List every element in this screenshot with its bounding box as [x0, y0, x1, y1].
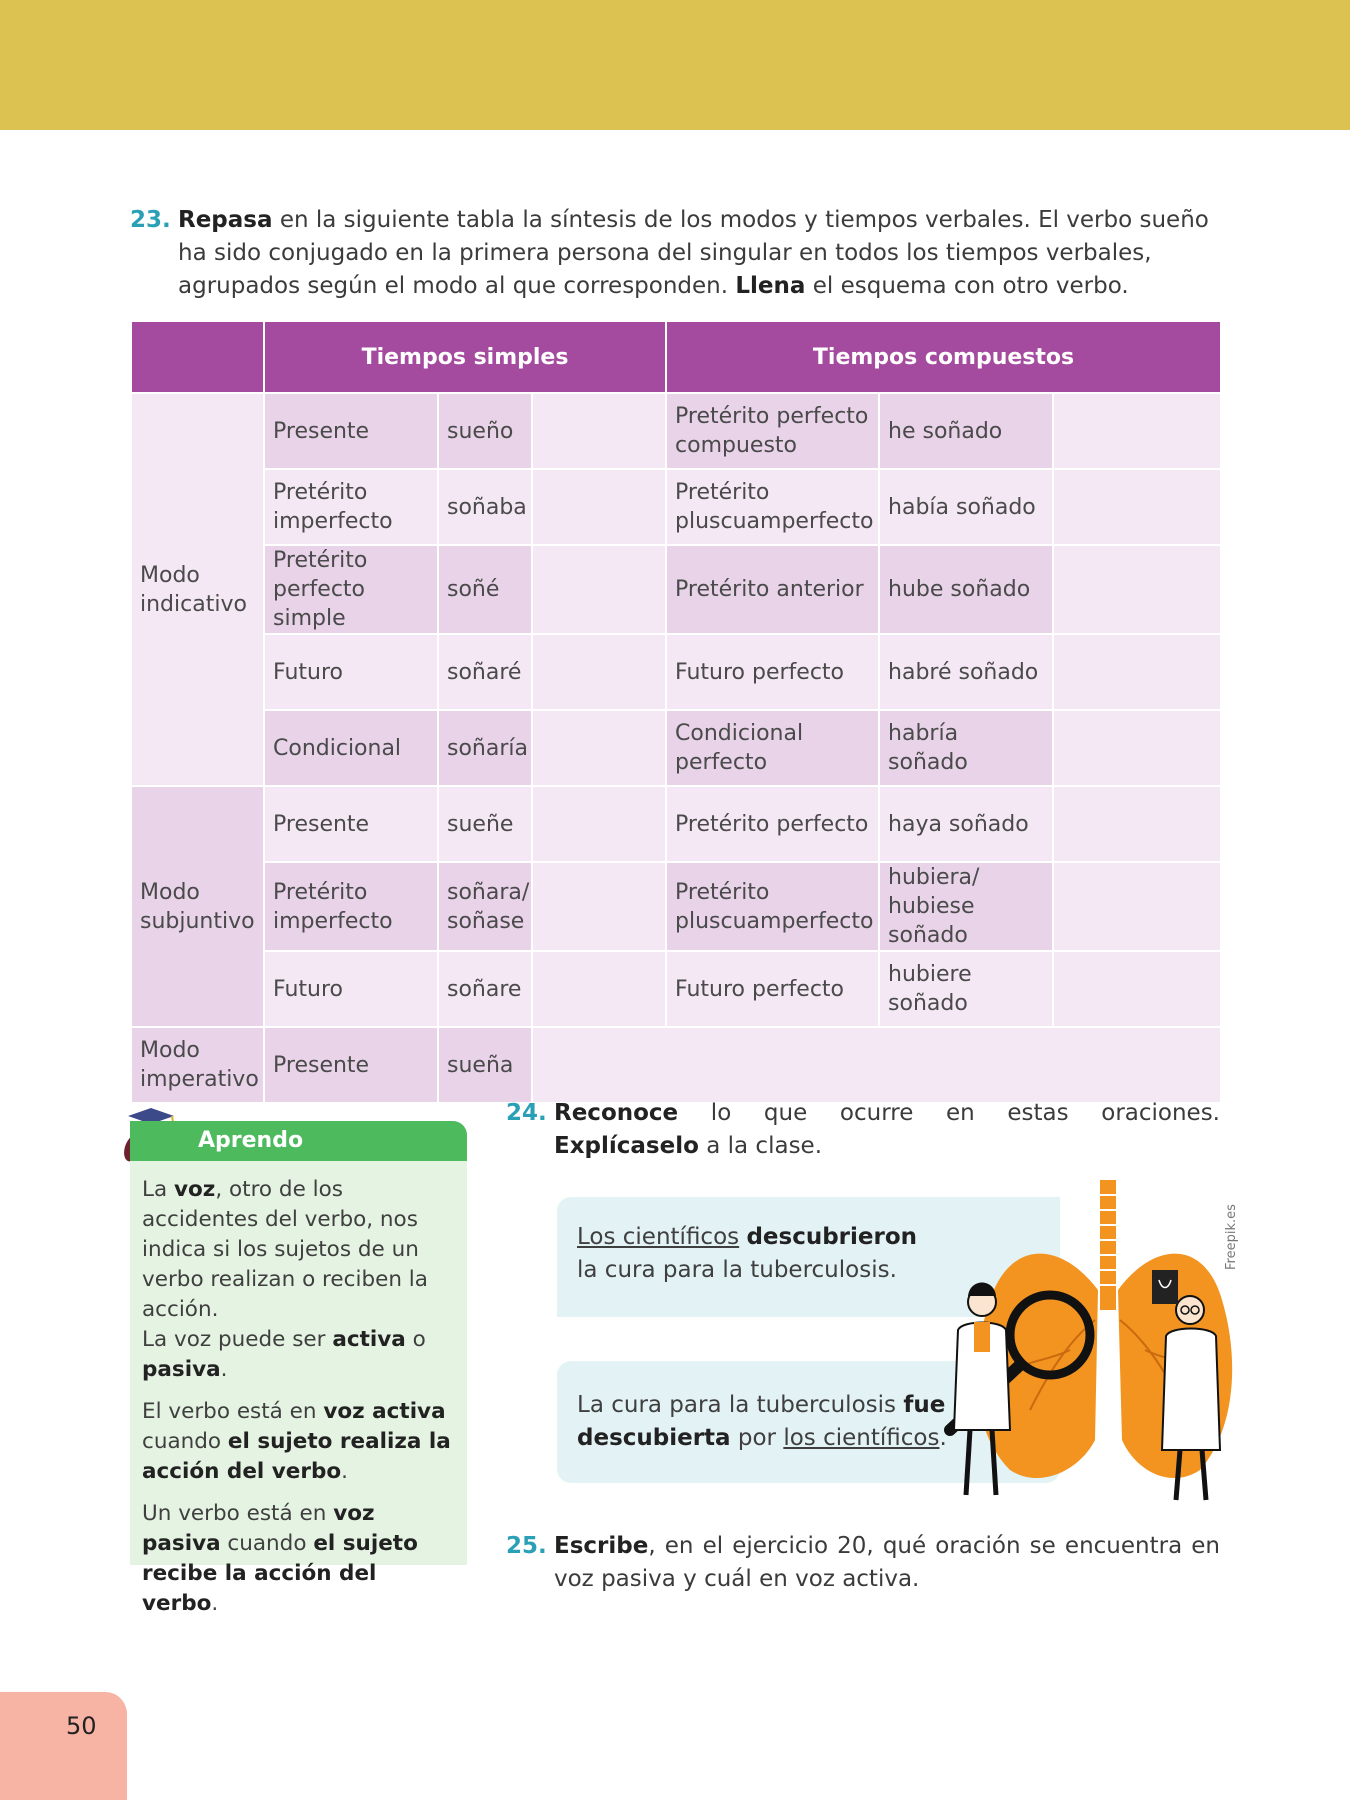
compound-tense: Pretérito perfecto	[667, 787, 878, 861]
compound-tense: Pretérito pluscuamperfecto	[667, 470, 878, 544]
blank-cell[interactable]	[1054, 863, 1220, 950]
aprendo-paragraph: El verbo está en voz activa cuando el sujeto realiza la acción del verbo.	[142, 1399, 451, 1484]
table-header-row	[132, 322, 1220, 392]
simple-tense: Futuro	[265, 952, 437, 1026]
aprendo-title: Aprendo	[130, 1121, 467, 1161]
simple-tense: Presente	[265, 1028, 437, 1102]
simple-tense: Pretérito imperfecto	[265, 470, 437, 544]
blank-cell[interactable]	[533, 394, 665, 468]
exercise-text: Escribe, en el ejercicio 20, qué oración se encuentra en voz pasiva y cuál en voz activa.	[554, 1533, 1220, 1592]
blank-cell[interactable]	[1054, 470, 1220, 544]
blank-cell[interactable]	[1054, 394, 1220, 468]
simple-form: sueña	[439, 1028, 531, 1102]
header-compound-tenses: Tiempos compuestos	[667, 322, 1220, 392]
simple-form: soñaría	[439, 711, 531, 785]
exercise-23	[130, 204, 1220, 303]
table-row	[132, 863, 1220, 950]
aprendo-paragraph: La voz, otro de los accidentes del verbo, nos indica si los sujetos de un verbo realizan o reciben la acción. La voz puede ser activa o pasiva.	[142, 1177, 428, 1382]
scientists-lungs-illustration	[930, 1170, 1250, 1510]
compound-form: hubiere soñado	[880, 952, 1052, 1026]
compound-form: he soñado	[880, 394, 1052, 468]
compound-tense: Futuro perfecto	[667, 635, 878, 709]
simple-form: soñé	[439, 546, 531, 633]
table-row	[132, 635, 1220, 709]
corner-header	[132, 322, 263, 392]
header-simple-tenses: Tiempos simples	[265, 322, 665, 392]
simple-form: soñare	[439, 952, 531, 1026]
blank-cell[interactable]	[533, 546, 665, 633]
exercise-number: 23.	[130, 207, 171, 233]
simple-form: sueñe	[439, 787, 531, 861]
simple-tense: Presente	[265, 787, 437, 861]
compound-form: hubiera/ hubiese soñado	[880, 863, 1052, 950]
blank-cell[interactable]	[1054, 635, 1220, 709]
exercise-25	[506, 1530, 1220, 1596]
exercise-number: 24.	[506, 1100, 547, 1126]
aprendo-body	[130, 1161, 467, 1616]
mode-indicativo: Modo indicativo	[132, 394, 263, 785]
blank-cell[interactable]	[533, 711, 665, 785]
blank-cell[interactable]	[533, 470, 665, 544]
table-row	[132, 394, 1220, 468]
simple-tense: Pretérito perfecto simple	[265, 546, 437, 633]
compound-form: habría soñado	[880, 711, 1052, 785]
exercise-text: Reconoce lo que ocurre en estas oraciones. Explícaselo a la clase.	[554, 1100, 1220, 1159]
blank-cell[interactable]	[533, 863, 665, 950]
simple-tense: Pretérito imperfecto	[265, 863, 437, 950]
simple-tense: Condicional	[265, 711, 437, 785]
table-row	[132, 952, 1220, 1026]
page-number: 50	[66, 1712, 97, 1740]
sentence-subject: Los científicos	[577, 1224, 740, 1250]
blank-cell[interactable]	[533, 1028, 1220, 1102]
table-row	[132, 711, 1220, 785]
blank-cell[interactable]	[1054, 711, 1220, 785]
compound-tense: Futuro perfecto	[667, 952, 878, 1026]
aprendo-paragraph: Un verbo está en voz pasiva cuando el sujeto recibe la acción del verbo.	[142, 1501, 418, 1616]
mode-imperativo: Modo imperativo	[132, 1028, 263, 1102]
simple-tense: Futuro	[265, 635, 437, 709]
blank-cell[interactable]	[533, 787, 665, 861]
mode-subjuntivo: Modo subjuntivo	[132, 787, 263, 1026]
blank-cell[interactable]	[533, 635, 665, 709]
compound-form: hube soñado	[880, 546, 1052, 633]
image-credit: Freepik.es	[1224, 1204, 1239, 1270]
table-row	[132, 787, 1220, 861]
simple-form: sueño	[439, 394, 531, 468]
compound-form: habré soñado	[880, 635, 1052, 709]
exercise-text: Repasa en la siguiente tabla la síntesis de los modos y tiempos verbales. El verbo sueño ha sido conjugado en la primera persona del singular en todos los tiempos verbales, agrupados según el modo al que corresponden. Llena el esquema con otro verbo.	[178, 207, 1209, 299]
blank-cell[interactable]	[1054, 952, 1220, 1026]
table-row	[132, 470, 1220, 544]
blank-cell[interactable]	[533, 952, 665, 1026]
compound-tense: Pretérito perfecto compuesto	[667, 394, 878, 468]
verb-tenses-table	[130, 320, 1222, 1104]
table-row	[132, 1028, 1220, 1102]
page-number-badge	[0, 1692, 127, 1800]
exercise-24	[506, 1097, 1220, 1163]
simple-form: soñaba	[439, 470, 531, 544]
compound-tense: Condicional perfecto	[667, 711, 878, 785]
sentence-rest: la cura para la tuberculosis.	[577, 1257, 897, 1283]
sentence-verb: descubrieron	[746, 1224, 918, 1250]
compound-form: haya soñado	[880, 787, 1052, 861]
top-color-band	[0, 0, 1350, 130]
compound-tense: Pretérito pluscuamperfecto	[667, 863, 878, 950]
sentence-agent: los científicos	[783, 1425, 940, 1451]
blank-cell[interactable]	[1054, 546, 1220, 633]
compound-form: había soñado	[880, 470, 1052, 544]
exercise-number: 25.	[506, 1533, 547, 1559]
simple-tense: Presente	[265, 394, 437, 468]
passive-voice-sentence: La cura para la tuberculosis fue descubierta por los científicos.	[557, 1361, 1060, 1483]
simple-form: soñaré	[439, 635, 531, 709]
sentence-verb: fue descubierta	[577, 1392, 946, 1451]
simple-form: soñara/ soñase	[439, 863, 531, 950]
compound-tense: Pretérito anterior	[667, 546, 878, 633]
blank-cell[interactable]	[1054, 787, 1220, 861]
table-row	[132, 546, 1220, 633]
